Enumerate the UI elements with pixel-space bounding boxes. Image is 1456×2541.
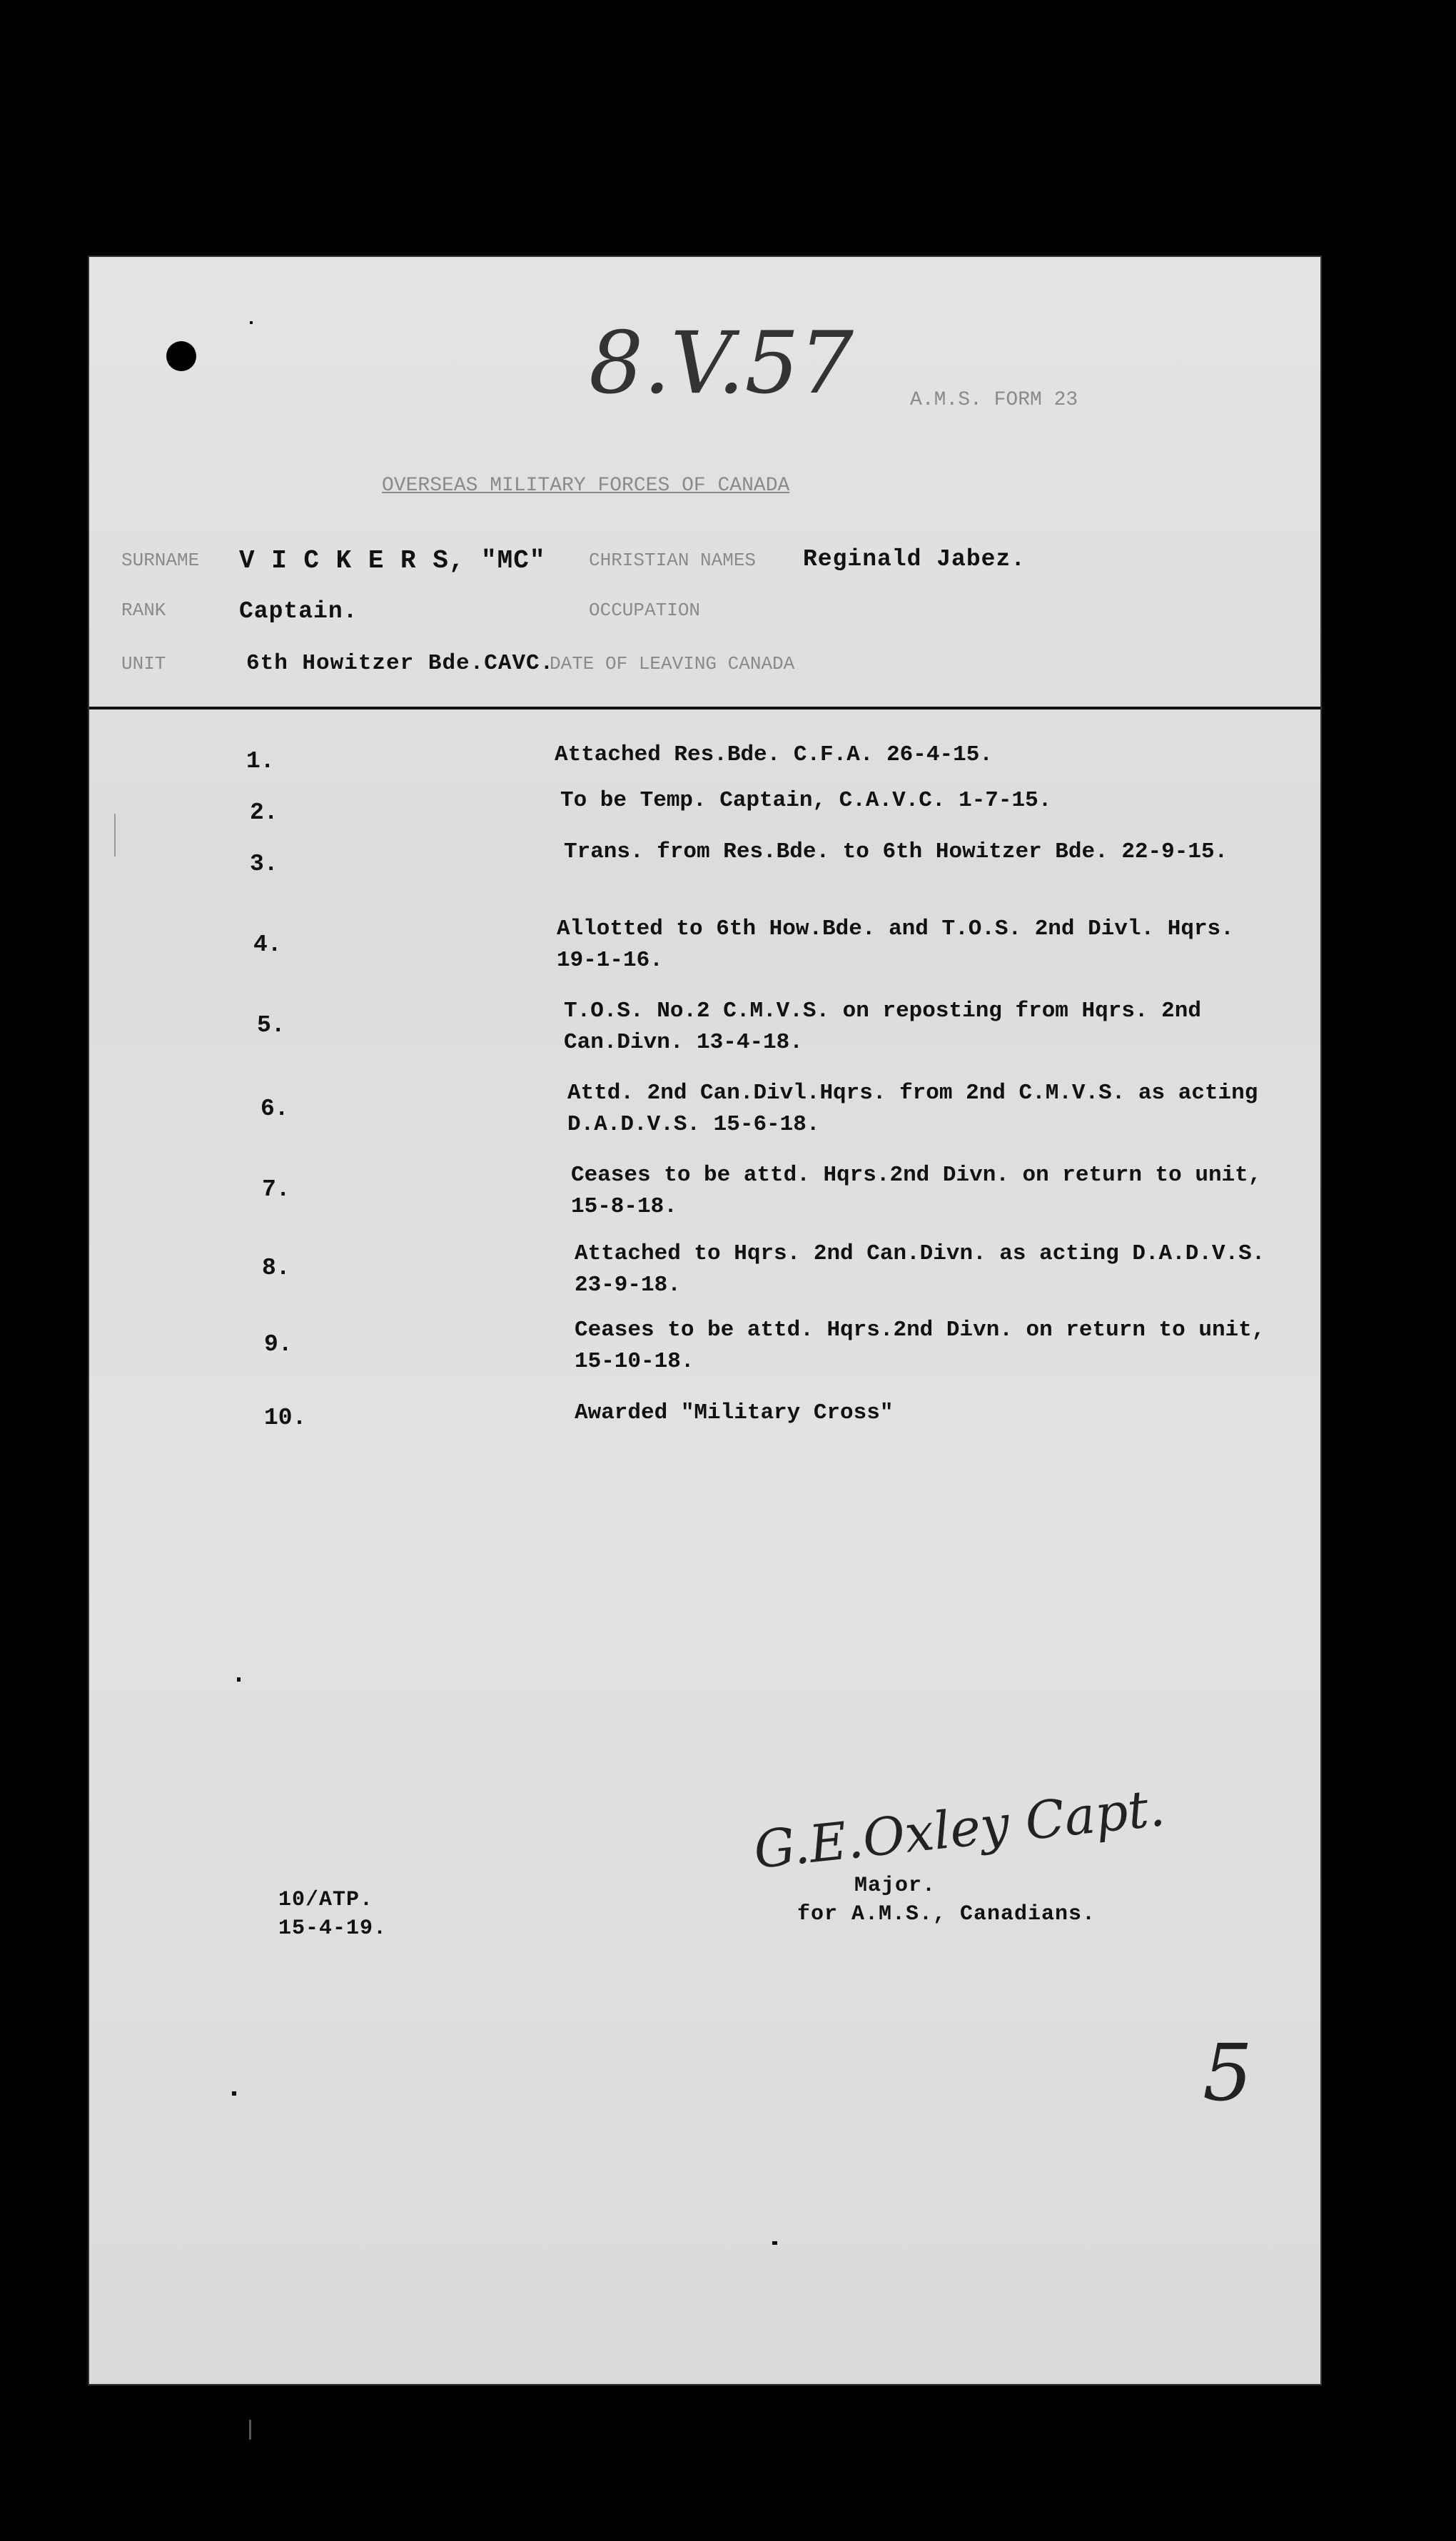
ink-speck	[772, 2241, 777, 2245]
entry-number: 9.	[264, 1331, 293, 1358]
entry-text: T.O.S. No.2 C.M.V.S. on reposting from Hqrs. 2nd Can.Divn. 13-4-18.	[564, 999, 1201, 1055]
form-title: OVERSEAS MILITARY FORCES OF CANADA	[382, 475, 790, 497]
header-rule	[89, 707, 1320, 709]
entry-text: Attached to Hqrs. 2nd Can.Divn. as acting D.A.D.V.S. 23-9-18.	[575, 1241, 1265, 1298]
leaving-label: DATE OF LEAVING CANADA	[550, 653, 795, 675]
signature: G.E.Oxley Capt.	[751, 1777, 1168, 1880]
entry-text: Ceases to be attd. Hqrs.2nd Divn. on return to unit, 15-10-18.	[575, 1318, 1265, 1374]
reference-date: 15-4-19.	[278, 1916, 388, 1941]
entry-number: 4.	[253, 931, 282, 958]
entry-number: 7.	[262, 1176, 290, 1203]
form-number: A.M.S. FORM 23	[910, 389, 1078, 411]
ink-speck	[114, 814, 116, 857]
entry-number: 10.	[264, 1405, 307, 1431]
entry-number: 5.	[257, 1012, 285, 1039]
surname-label: SURNAME	[121, 550, 200, 571]
entry-number: 8.	[262, 1255, 290, 1281]
surname-value: V I C K E R S, "MC"	[239, 546, 546, 575]
entry-number: 6.	[261, 1096, 289, 1122]
entry-number: 1.	[246, 748, 275, 774]
christian-names-label: CHRISTIAN NAMES	[589, 550, 757, 571]
entry-text: Attached Res.Bde. C.F.A. 26-4-15.	[555, 742, 993, 767]
ink-speck	[250, 321, 253, 324]
entry-number: 2.	[250, 799, 278, 826]
rank-value: Captain.	[239, 598, 358, 625]
reference-code: 10/ATP.	[278, 1888, 374, 1912]
christian-names-value: Reginald Jabez.	[803, 546, 1026, 572]
record-card	[89, 257, 1320, 2384]
rank-label: RANK	[121, 600, 166, 621]
unit-value: 6th Howitzer Bde.CAVC.	[246, 651, 555, 676]
signatory-for: for A.M.S., Canadians.	[797, 1902, 1096, 1926]
ink-speck	[237, 1677, 241, 1682]
ink-speck	[232, 2091, 236, 2096]
entry-text: Attd. 2nd Can.Divl.Hqrs. from 2nd C.M.V.S. as acting D.A.D.V.S. 15-6-18.	[567, 1081, 1258, 1137]
signatory-rank: Major.	[854, 1874, 936, 1898]
ink-speck	[249, 2420, 251, 2440]
occupation-label: OCCUPATION	[589, 600, 701, 621]
file-reference: 8.V.57	[589, 314, 854, 413]
entry-text: Awarded "Military Cross"	[575, 1400, 894, 1425]
entry-text: Ceases to be attd. Hqrs.2nd Divn. on return to unit, 15-8-18.	[571, 1163, 1262, 1219]
unit-label: UNIT	[121, 653, 166, 675]
entry-number: 3.	[250, 851, 278, 877]
punch-hole	[166, 341, 196, 371]
entry-text: To be Temp. Captain, C.A.V.C. 1-7-15.	[560, 788, 1052, 813]
entry-text: Allotted to 6th How.Bde. and T.O.S. 2nd Divl. Hqrs. 19-1-16.	[557, 916, 1234, 973]
entry-text: Trans. from Res.Bde. to 6th Howitzer Bde. 22-9-15.	[564, 839, 1228, 864]
page-mark: 5	[1203, 2027, 1253, 2118]
